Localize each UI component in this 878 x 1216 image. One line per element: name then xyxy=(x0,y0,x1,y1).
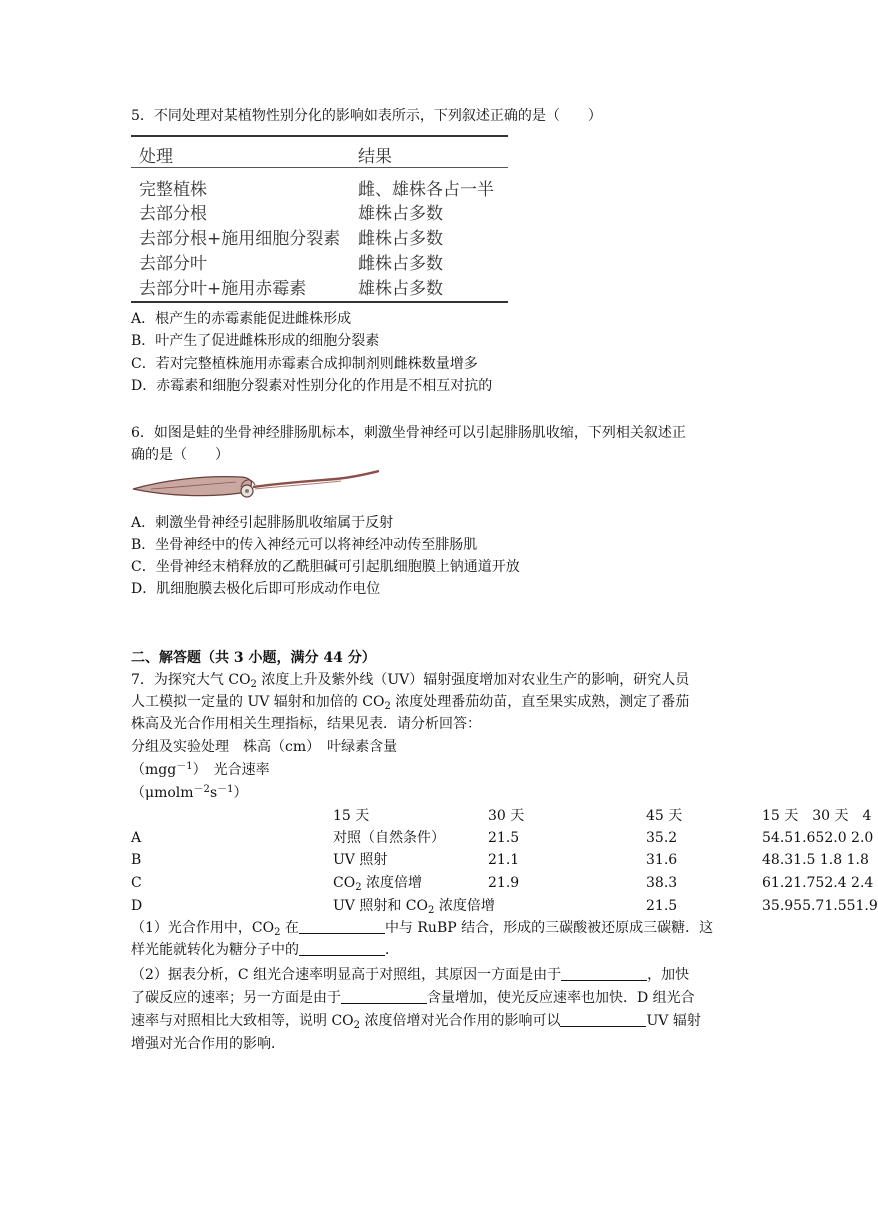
q7-part1-line1: （1）光合作用中，$CO_2$ 在 中与 RuBP 结合，形成的三碳酸被还原成三碳糖．这 xyxy=(131,920,714,938)
table-cell: 去部分根 xyxy=(139,204,207,224)
answer-blank[interactable] xyxy=(299,941,385,956)
answer-blank[interactable] xyxy=(341,989,427,1004)
section-heading: 二、解答题（共 3 小题，满分 44 分） xyxy=(131,650,376,666)
data-head-1: 15 天 xyxy=(333,808,370,824)
q7-part1-line2: 样光能就转化为糖分子中的 ． xyxy=(131,942,399,958)
data-treatment: UV 照射和 $CO_2$ 浓度倍增 xyxy=(333,898,495,916)
q7-line1: 7．为探究大气 $CO_2$ 浓度上升及紫外线（UV）辐射强度增加对农业生产的影响，研究人员 xyxy=(131,672,690,690)
data-group: D xyxy=(131,898,143,914)
q5-option-a: A．根产生的赤霉素能促进雌株形成 xyxy=(131,311,352,327)
table-cell: 雌株占多数 xyxy=(358,254,443,274)
q5-table xyxy=(131,135,508,303)
answer-blank[interactable] xyxy=(299,919,385,934)
table-cell: 雄株占多数 xyxy=(358,279,443,299)
table-header-treatment: 处理 xyxy=(139,147,173,167)
q7-part2-line3: 速率与对照相比大致相等，说明 $CO_2$ 浓度倍增对光合作用的影响可以 UV 辐射 xyxy=(131,1013,701,1031)
data-head-4: 15 天 30 天 4 xyxy=(762,808,872,824)
q6-option-c: C．坐骨神经末梢释放的乙酰胆碱可引起肌细胞膜上钠通道开放 xyxy=(131,559,520,575)
data-value: 35.955.71.551.9 xyxy=(762,898,878,914)
data-treatment: UV 照射 xyxy=(333,852,388,868)
q5-option-c: C．若对完整植株施用赤霉素合成抑制剂则雌株数量增多 xyxy=(131,356,478,372)
q7-line6: $(\mu molm^{-2}s^{-1})$ xyxy=(131,784,248,801)
table-cell: 去部分根+施用细胞分裂素 xyxy=(139,229,341,249)
table-cell: 去部分叶+施用赤霉素 xyxy=(139,279,307,299)
table-header-result: 结果 xyxy=(358,147,392,167)
data-value: 31.6 xyxy=(646,852,678,868)
data-value: 35.2 xyxy=(646,830,678,846)
table-cell: 去部分叶 xyxy=(139,254,207,274)
q7-line5: （mgg$^{-1}$） 光合速率 xyxy=(131,761,270,778)
q5-option-d: D．赤霉素和细胞分裂素对性别分化的作用是不相互对抗的 xyxy=(131,378,493,394)
data-group: B xyxy=(131,852,142,868)
table-cell: 完整植株 xyxy=(139,180,207,200)
answer-blank[interactable] xyxy=(561,966,647,981)
q7-part2-line2: 了碳反应的速率；另一方面是由于 含量增加，使光反应速率也加快．D 组光合 xyxy=(131,990,695,1006)
q5-stem: 5．不同处理对某植物性别分化的影响如表所示，下列叙述正确的是（ ） xyxy=(131,108,602,124)
q7-part2-line4: 增强对光合作用的影响． xyxy=(131,1036,285,1052)
data-treatment: $CO_2$ 浓度倍增 xyxy=(333,875,423,893)
data-value: 61.21.752.4 2.4 xyxy=(762,875,874,891)
q6-stem-line2: 确的是（ ） xyxy=(131,447,229,463)
q6-option-b: B．坐骨神经中的传入神经元可以将神经冲动传至腓肠肌 xyxy=(131,537,478,553)
q7-line3: 株高及光合作用相关生理指标，结果见表．请分析回答： xyxy=(131,716,481,732)
data-value: 21.5 xyxy=(646,898,678,914)
data-value: 48.31.5 1.8 1.8 xyxy=(762,852,869,868)
q6-option-a: A．刺激坐骨神经引起腓肠肌收缩属于反射 xyxy=(131,515,394,531)
data-value: 38.3 xyxy=(646,875,678,891)
q6-stem-line1: 6．如图是蛙的坐骨神经腓肠肌标本，刺激坐骨神经可以引起腓肠肌收缩，下列相关叙述正 xyxy=(131,425,686,441)
data-value: 21.1 xyxy=(488,852,520,868)
table-header-rule xyxy=(131,167,508,168)
q6-option-d: D．肌细胞膜去极化后即可形成动作电位 xyxy=(131,581,381,597)
q5-option-b: B．叶产生了促进雌株形成的细胞分裂素 xyxy=(131,333,380,349)
q7-line4: 分组及实验处理 株高（cm） 叶绿素含量 xyxy=(131,739,398,755)
data-value: 54.51.652.0 2.0 xyxy=(762,830,874,846)
data-head-2: 30 天 xyxy=(488,808,525,824)
answer-blank[interactable] xyxy=(560,1012,646,1027)
data-value: 21.5 xyxy=(488,830,520,846)
data-group: A xyxy=(131,830,142,846)
table-cell: 雌株占多数 xyxy=(358,229,443,249)
data-treatment: 对照（自然条件） xyxy=(333,830,445,846)
table-cell: 雄株占多数 xyxy=(358,204,443,224)
data-value: 21.9 xyxy=(488,875,520,891)
table-cell: 雌、雄株各占一半 xyxy=(358,180,494,200)
frog-nerve-muscle-figure xyxy=(131,467,381,507)
data-head-3: 45 天 xyxy=(646,808,683,824)
q7-line2: 人工模拟一定量的 UV 辐射和加倍的 $CO_2$ 浓度处理番茄幼苗，直至果实成熟，测定了番茄 xyxy=(131,694,690,712)
data-group: C xyxy=(131,875,142,891)
q7-part2-line1: （2）据表分析，C 组光合速率明显高于对照组，其原因一方面是由于 ，加快 xyxy=(131,967,690,983)
